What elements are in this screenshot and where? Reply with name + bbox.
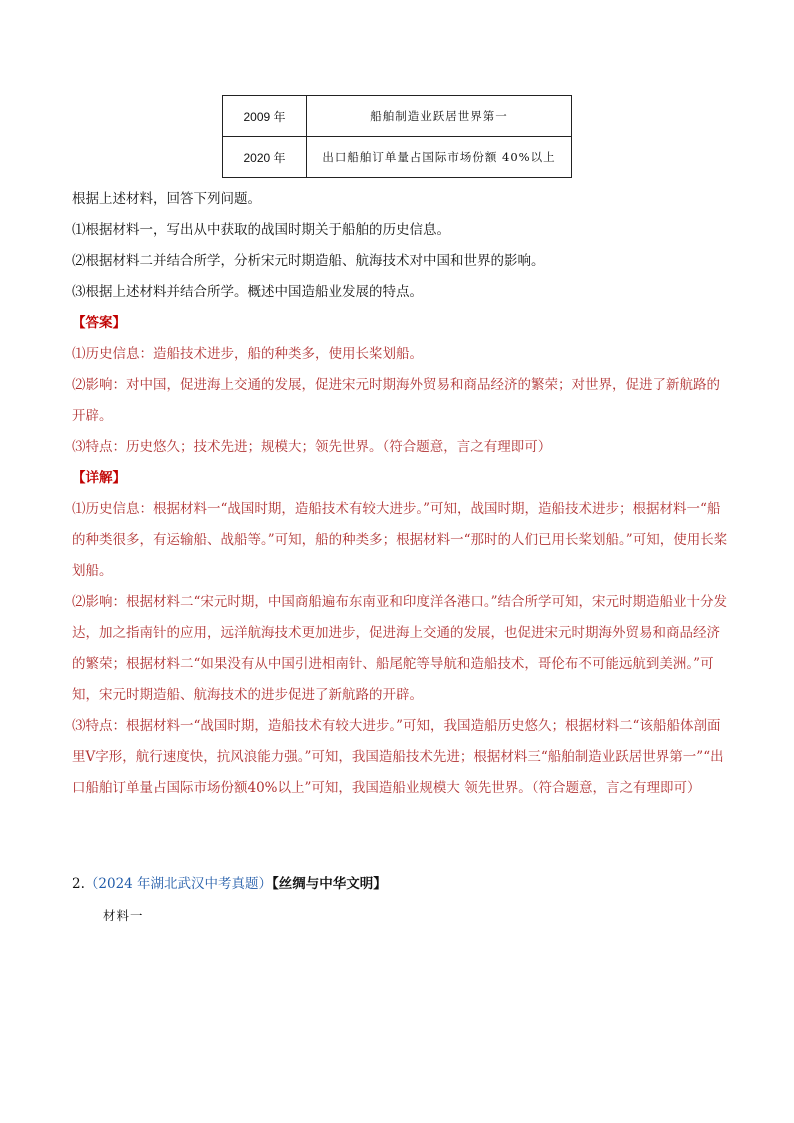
question-2-header (72, 872, 387, 892)
description-cell: 船舶制造业跃居世界第一 (307, 96, 572, 137)
detail-2-main: ⑵影响：根据材料二“宋元时期，中国商船遍布东南亚和印度洋各港口。”结合所学可知，宋元时期造船业十分发达，加之指南针的应用，远洋航海技术更加进步，促进海上交通的发展，也促进宋元时期海外贸易和商品经济的繁荣；根据材料二“如果没有从中国引进相南针、船尾舵等导航和造船技术，哥伦布不可能远航到美洲。” (72, 594, 728, 672)
material-label: 材料一 (103, 908, 144, 923)
material-table (222, 95, 572, 178)
question-number: 2. (72, 876, 85, 892)
answer-heading: 【答案】 (72, 315, 126, 331)
question-2: ⑵根据材料二并结合所学，分析宋元时期造船、航海技术对中国和世界的影响。 (72, 253, 545, 269)
detail-3-connector: 可知， (311, 749, 352, 765)
question-3: ⑶根据上述材料并结合所学。概述中国造船业发展的特点。 (72, 284, 423, 300)
answer-1: ⑴历史信息：造船技术进步，船的种类多，使用长桨划船。 (72, 346, 423, 362)
answer-3: ⑶特点：历史悠久；技术先进；规模大；领先世界。（符合题意，言之有理即可） (72, 439, 552, 455)
detail-3-part-a: ⑶特点：根据材料一“战国时期，造船技术有较大进步。”可知，我国造船历史悠久；根据材料二“该船船体剖面里Ⅴ字形，航行速度快，抗风浪能力强。” (72, 718, 721, 765)
year-cell: 2009 年 (223, 96, 307, 137)
detail-heading: 【详解】 (72, 470, 126, 486)
table-row (223, 137, 572, 178)
detail-2-conclusion: 可知，宋元时期造船、航海技术的进步促进了新航路的开辟。 (72, 656, 714, 703)
detail-1: ⑴历史信息：根据材料一“战国时期，造船技术有较大进步。”可知，战国时期，造船技术进步；根据材料一“船的种类很多，有运输船、战船等。”可知，船的种类多；根据材料一“那时的人们已用长桨划船。”可知，使用长桨划船。 (72, 501, 728, 579)
question-body (72, 184, 732, 804)
description-cell: 出口船舶订单量占国际市场份额 40%以上 (307, 137, 572, 178)
answer-2: ⑵影响：对中国，促进海上交通的发展，促进宋元时期海外贸易和商品经济的繁荣；对世界，促进了新航路的开辟。 (72, 377, 720, 424)
question-topic: 【丝绸与中华文明】 (272, 876, 387, 892)
detail-3-part-b: 我国造船技术先进；根据材料三“船舶制造业跃居世界第一”“出口船舶订单量占国际市场份额40%以上”可知，我国造船业规模大 领先世界。（符合题意，言之有理即可） (72, 749, 724, 796)
question-1: ⑴根据材料一，写出从中获取的战国时期关于船舶的历史信息。 (72, 222, 450, 238)
table-row (223, 96, 572, 137)
detail-2 (72, 587, 732, 711)
detail-3 (72, 711, 732, 804)
intro-text: 根据上述材料，回答下列问题。 (72, 191, 261, 207)
question-source: （2024 年湖北武汉中考真题） (84, 876, 273, 892)
year-cell: 2020 年 (223, 137, 307, 178)
